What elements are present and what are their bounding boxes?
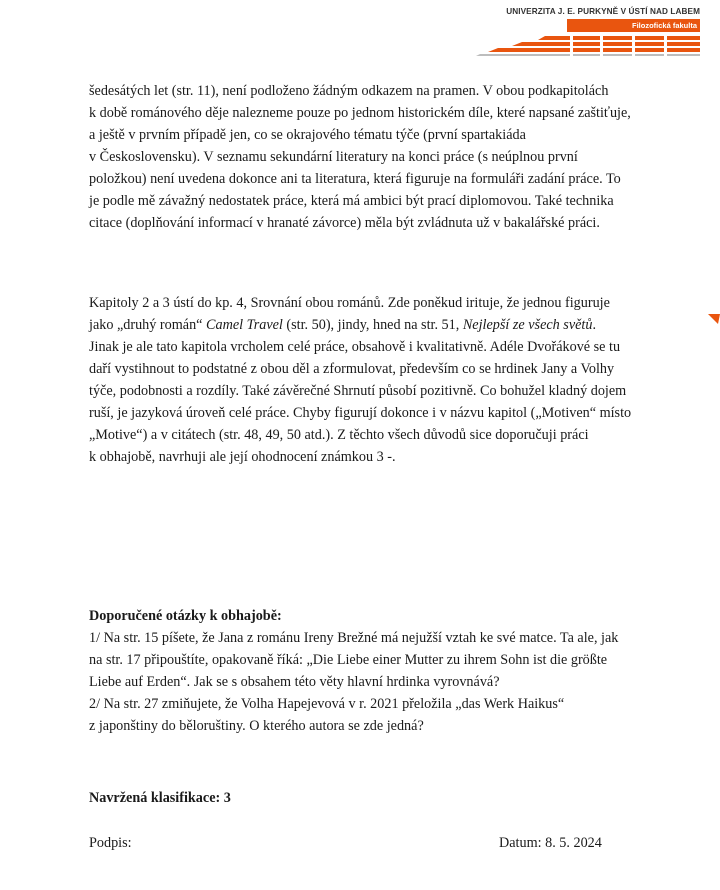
question-line: Liebe auf Erden“. Jak se s obsahem této věty hlavní hrdinka vyrovnává?	[89, 674, 500, 690]
text-line: k době románového děje nalezneme pouze po jednom historickém díle, které napsané zaštiťuje,	[89, 105, 631, 121]
text-line: položkou) není uvedena dokonce ani ta literatura, která figuruje na formuláři zadání práce. To	[89, 171, 621, 187]
text-line: citace (doplňování informací v hranaté závorce) měla být zvládnuta už v bakalářské práci.	[89, 215, 600, 231]
university-name: UNIVERZITA J. E. PURKYNĚ V ÚSTÍ NAD LABEM	[506, 7, 700, 16]
text-line-with-titles	[89, 314, 689, 336]
book-title-camel-travel: Camel Travel	[206, 317, 283, 333]
date-label: Datum: 8. 5. 2024	[499, 835, 602, 851]
question-line: na str. 17 připouštíte, opakovaně říká: „Die Liebe einer Mutter zu ihrem Sohn ist die größte	[89, 652, 608, 668]
text-line: a ještě v prvním případě jen, co se okrajového tématu týče (první spartakiáda	[89, 127, 526, 143]
text-segment: jako „druhý román“	[89, 317, 207, 333]
university-logo	[450, 4, 700, 56]
text-segment: (str. 50), jindy, hned na str. 51,	[282, 317, 463, 333]
text-line: týče, podobnosti a rozdíly. Také závěrečné Shrnutí působí pozitivně. Co bohužel kladný dojem	[89, 383, 627, 399]
questions-heading: Doporučené otázky k obhajobě:	[89, 608, 282, 624]
orange-marker-icon	[708, 313, 720, 331]
paragraph-1	[89, 80, 689, 234]
question-line: 1/ Na str. 15 píšete, že Jana z románu Ireny Brežné má nejužší vztah ke své matce. Ta ale, jak	[89, 630, 619, 646]
text-line: k obhajobě, navrhuji ale její ohodnocení známkou 3 -.	[89, 449, 396, 465]
text-line: je podle mě závažný nedostatek práce, která má ambici být prací diplomovou. Také technika	[89, 193, 614, 209]
book-title-nejlepsi: Nejlepší ze všech světů	[462, 317, 593, 333]
paragraph-2	[89, 292, 689, 468]
faculty-name: Filozofická fakulta	[567, 19, 700, 32]
proposed-grade: Navržená klasifikace: 3	[89, 790, 231, 806]
question-line: 2/ Na str. 27 zmiňujete, že Volha Hapejevová v r. 2021 přeložila „das Werk Haikus“	[89, 696, 565, 712]
text-line: „Motive“) a v citátech (str. 48, 49, 50 atd.). Z těchto všech důvodů sice doporučuji práci	[89, 427, 589, 443]
text-line: ruší, je jazyková úroveň celé práce. Chyby figurují dokonce i v názvu kapitol („Motiven“ místo	[89, 405, 632, 421]
text-line: Kapitoly 2 a 3 ústí do kp. 4, Srovnání obou románů. Zde poněkud irituje, že jednou figuruje	[89, 295, 610, 311]
questions-section	[89, 605, 689, 737]
text-line: Jinak je ale tato kapitola vrcholem celé práce, obsahově i kvalitativně. Adéle Dvořákové se tu	[89, 339, 621, 355]
signature-label: Podpis:	[89, 835, 132, 851]
question-line: z japonštiny do běloruštiny. O kterého autora se zde jedná?	[89, 718, 424, 734]
text-line: šedesátých let (str. 11), není podloženo žádným odkazem na pramen. V obou podkapitolách	[89, 83, 609, 99]
text-segment: .	[592, 317, 597, 333]
text-line: v Československu). V seznamu sekundární literatury na konci práce (s neúplnou první	[89, 149, 578, 165]
text-line: daří vystihnout to podstatné z obou děl a zformulovat, především co se hrdinek Jany a Volhy	[89, 361, 615, 377]
